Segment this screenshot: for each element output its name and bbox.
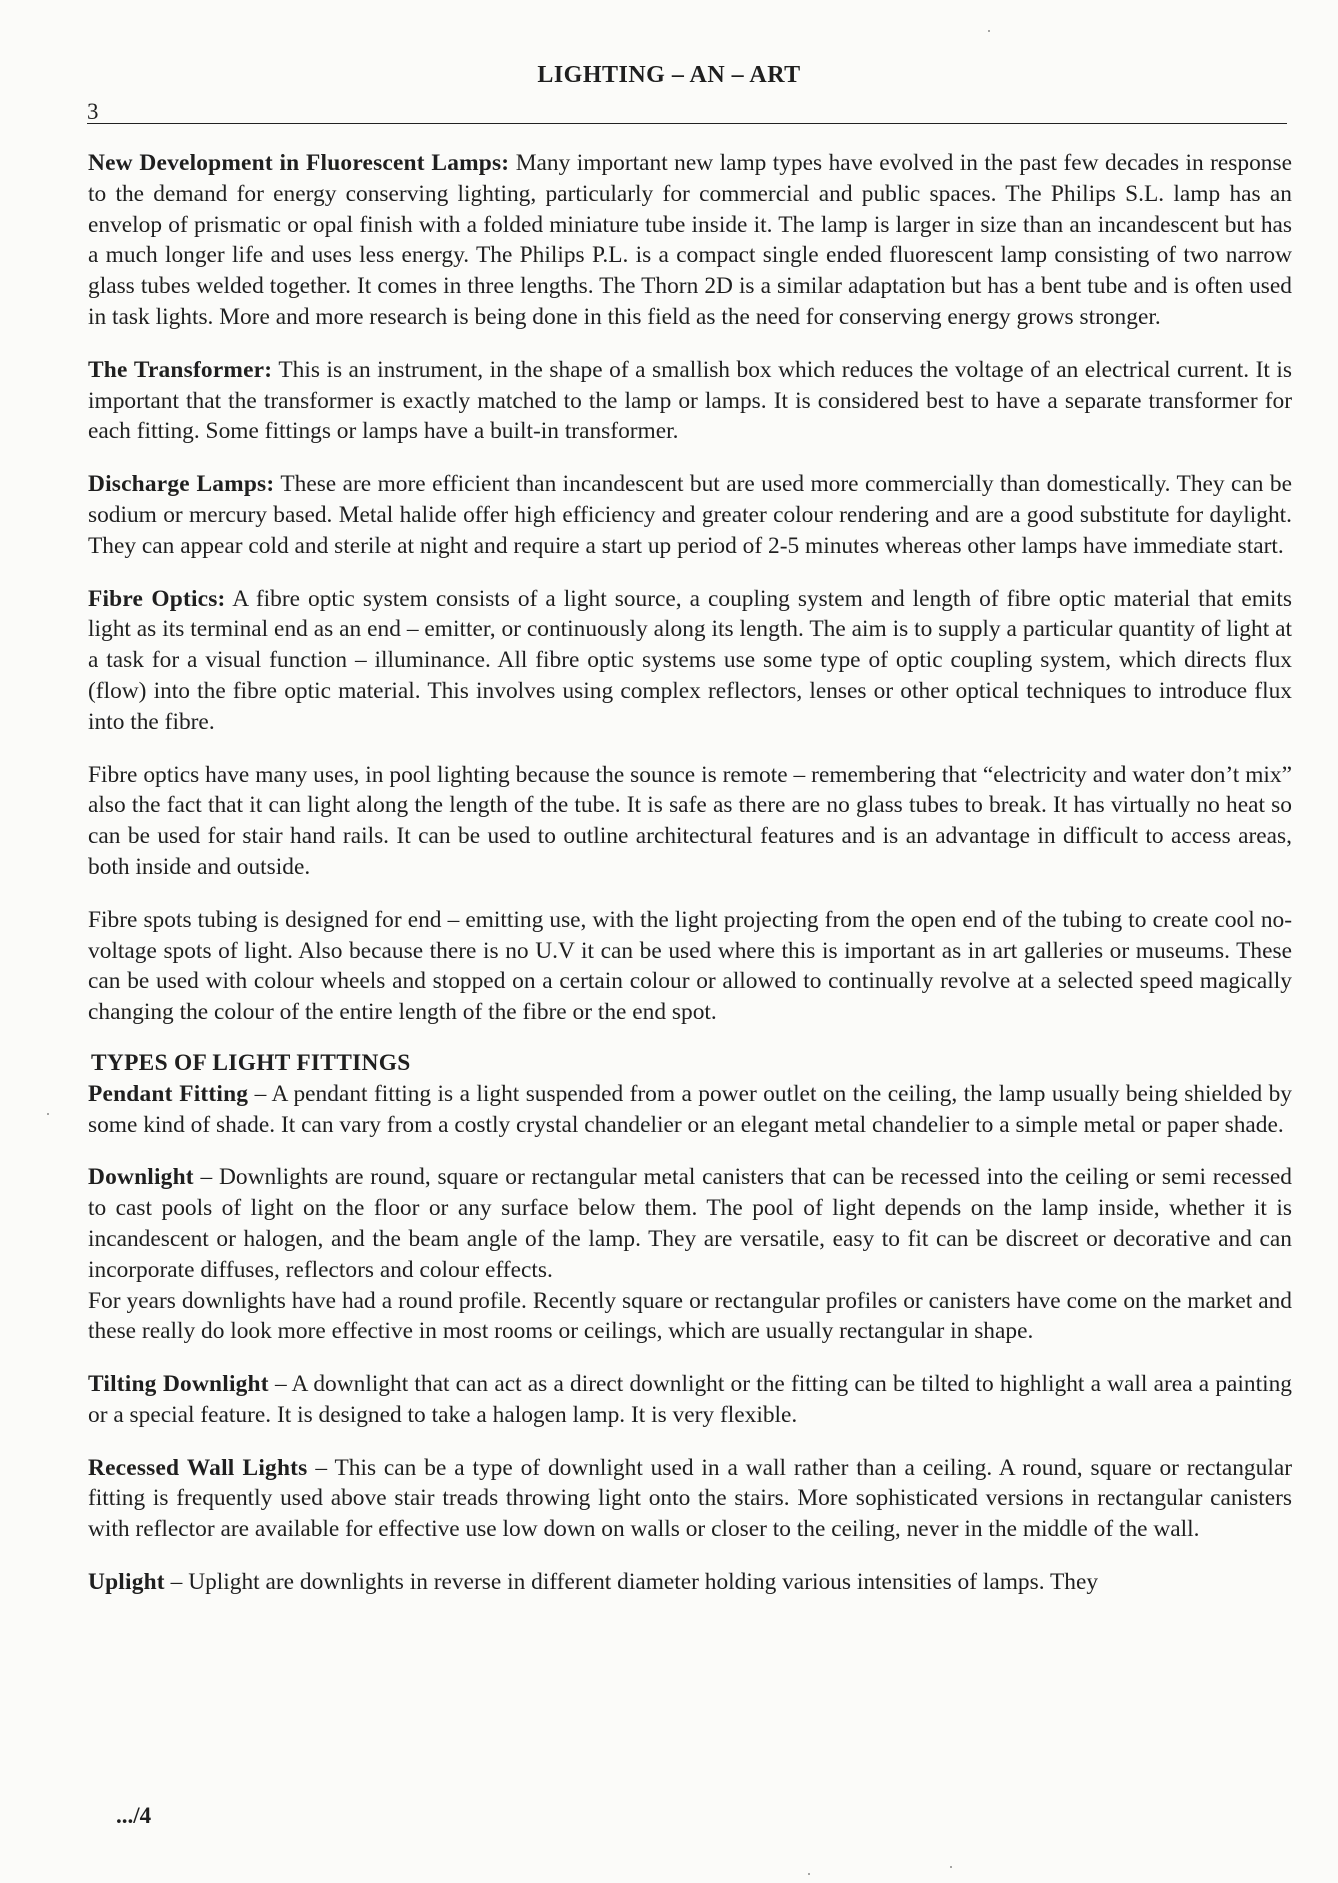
paragraph-text: This is an instrument, in the shape of a smallish box which reduces the voltage of an electrical current. It is important that the transformer is exactly matched to the lamp or lamps. It is considered best to have a separate transformer for each fitting. Some fittings or lamps have a built-in transformer. [88,356,1292,445]
document-body [88,148,1292,1598]
paragraph-fibre-spots [88,905,1292,1028]
paragraph-lead: Pendant Fitting [88,1080,249,1107]
paragraph-lead: Uplight [88,1569,165,1596]
paragraph-transformer [88,355,1292,447]
paragraph-text: – A pendant fitting is a light suspended from a power outlet on the ceiling, the lamp usually being shielded by some kind of shade. It can vary from a costly crystal chandelier or an elegant metal chandelier to a simple metal or paper shade. [88,1080,1292,1138]
paragraph-text: Many important new lamp types have evolved in the past few decades in response to the demand for energy conserving lighting, particularly for commercial and public spaces. The Philips S.L. lamp has an envelop of prismatic or opal finish with a folded miniature tube inside it. The lamp is larger in size than an incandescent but has a much longer life and uses less energy. The Philips P.L. is a compact single ended fluorescent lamp consisting of two narrow glass tubes welded together. It comes in three lengths. The Thorn 2D is a similar adaptation but has a bent tube and is often used in task lights. More and more research is being done in this field as the need for conserving energy grows stronger. [88,150,1292,330]
paragraph-fibre-optics-uses [88,760,1292,883]
paragraph-text: These are more efficient than incandescent but are used more commercially than domestically. They can be sodium or mercury based. Metal halide offer high efficiency and greater colour rendering and are a good substitute for daylight. They can appear cold and sterile at night and require a start up period of 2-5 minutes whereas other lamps have immediate start. [88,471,1292,559]
paragraph-text: A fibre optic system consists of a light source, a coupling system and length of fibre optic material that emits light as its terminal end as an end – emitter, or continuously along its length. The aim is to supply a particular quantity of light at a task for a visual function – illuminance. All fibre optic systems use some type of optic coupling system, which directs flux (flow) into the fibre optic material. This involves using complex reflectors, lenses or other optical techniques to introduce flux into the fibre. [88,585,1293,735]
paragraph-downlight-profiles [88,1286,1292,1348]
scan-speck [808,1873,810,1875]
paragraph-lead: Downlight [88,1164,194,1191]
paragraph-fluorescent-lamps [88,148,1292,333]
paragraph-fibre-optics [88,584,1292,738]
paragraph-text: – Uplight are downlights in reverse in different diameter holding various intensities of lamps. They [164,1569,1099,1596]
scan-speck [988,30,990,32]
paragraph-lead: Discharge Lamps: [88,471,275,498]
scan-speck [950,1866,952,1868]
paragraph-lead: Recessed Wall Lights [88,1454,308,1481]
paragraph-lead: New Development in Fluorescent Lamps: [88,150,510,176]
paragraph-lead: Fibre Optics: [88,585,226,612]
paragraph-text: – A downlight that can act as a direct downlight or the fitting can be tilted to highlight a wall area a painting or a special feature. It is designed to take a halogen lamp. It is very flexible. [88,1371,1292,1428]
paragraph-text: – Downlights are round, square or rectangular metal canisters that can be recessed into the ceiling or semi recessed to cast pools of light on the floor or any surface below them. The pool of light depends on the lamp inside, whether it is incandescent or halogen, and the beam angle of the lamp. They are versatile, easy to fit can be discreet or decorative and can incorporate diffuses, reflectors and colour effects. [88,1164,1292,1283]
paragraph-pendant-fitting [88,1079,1292,1141]
paragraph-text: – This can be a type of downlight used in a wall rather than a ceiling. A round, square or rectangular fitting is frequently used above stair treads throwing light onto the stairs. More sophisticated versions in rectangular canisters with reflector are available for effective use low down on walls or closer to the ceiling, never in the middle of the wall. [88,1454,1292,1543]
paragraph-text: Fibre optics have many uses, in pool lighting because the sounce is remote – remembering that “electricity and water don’t mix” also the fact that it can light along the length of the tube. It is safe as there are no glass tubes to break. It has virtually no heat so can be used for stair hand rails. It can be used to outline architectural features and is an advantage in difficult to access areas, both inside and outside. [88,761,1292,880]
paragraph-uplight [88,1567,1292,1598]
paragraph-lead: The Transformer: [88,356,273,383]
section-heading-light-fittings: TYPES OF LIGHT FITTINGS [91,1049,411,1076]
scan-speck [47,1113,49,1115]
paragraph-text: Fibre spots tubing is designed for end – emitting use, with the light projecting from the open end of the tubing to create cool no-voltage spots of light. Also because there is no U.V it can be used where this is important as in art galleries or museums. These can be used with colour wheels and stopped on a certain colour or allowed to continually revolve at a selected speed magically changing the colour of the entire length of the fibre or the end spot. [88,906,1292,1026]
paragraph-text: For years downlights have had a round profile. Recently square or rectangular profiles or canisters have come on the market and these really do look more effective in most rooms or ceilings, which are usually rectangular in shape. [88,1287,1292,1345]
paragraph-discharge-lamps [88,469,1292,561]
page-number: 3 [87,99,99,124]
paragraph-recessed-wall-lights [88,1453,1292,1545]
continuation-marker: .../4 [116,1803,152,1828]
running-header-title: LIGHTING – AN – ART [537,62,801,88]
header-rule [87,123,1287,124]
paragraph-lead: Tilting Downlight [88,1371,269,1398]
paragraph-downlight [88,1162,1292,1285]
paragraph-tilting-downlight [88,1369,1292,1431]
